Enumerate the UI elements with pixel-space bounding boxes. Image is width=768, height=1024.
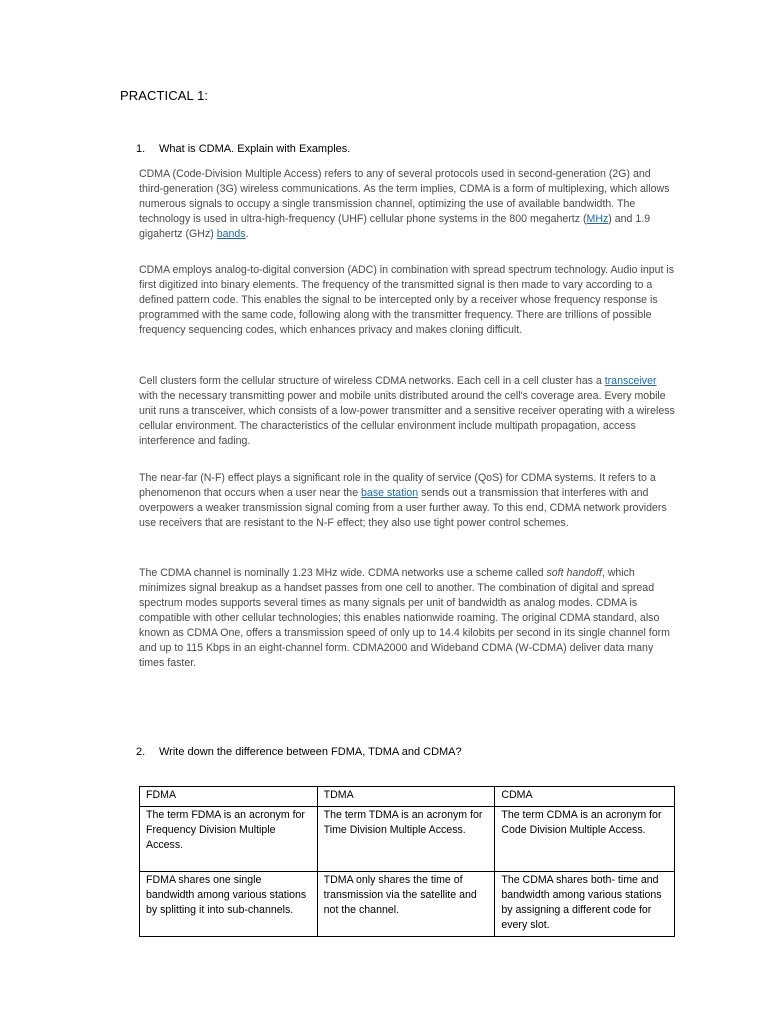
paragraph-adc: CDMA employs analog-to-digital conversion (ADC) in combination with spread spectrum technology. Audio input is first digitized into binary elements. The frequency of the transmitted signal is then made to vary according to a defined pattern code. This enables the signal to be intercepted only by a receiver whose frequency response is programmed with the same code, following along with the transmitter frequency. There are trillions of possible frequency sequencing codes, which enhances privacy and makes cloning difficult.: [139, 264, 675, 336]
link-transceiver[interactable]: transceiver: [604, 375, 657, 387]
table-cell: The term FDMA is an acronym for Frequency Division Multiple Access.: [140, 807, 318, 872]
link-bands[interactable]: bands: [216, 228, 246, 240]
table-cell: TDMA only shares the time of transmission via the satellite and not the channel.: [317, 872, 495, 937]
link-base-station[interactable]: base station: [361, 487, 419, 499]
question-2: [136, 746, 462, 758]
paragraph-text: Cell clusters form the cellular structure of wireless CDMA networks. Each cell in a cell cluster has a: [139, 375, 605, 387]
paragraph-text: sends out a transmission that interferes with and overpowers a weaker transmission signal coming from a user further away. To this end, CDMA network providers use receivers that are resistant to the N-F effect; they also use tight power control schemes.: [139, 487, 667, 529]
paragraph-text: , which minimizes signal breakup as a handset passes from one cell to another. The combination of digital and spread spectrum modes supports several times as many signals per unit of bandwidth as analog modes. CDMA is compatible with other cellular technologies; this enables nationwide roaming. The original CDMA standard, also known as CDMA One, offers a transmission speed of only up to 14.4 kilobits per second in its single channel form and up to 115 Kbps in an eight-channel form. CDMA2000 and Wideband CDMA (W-CDMA) deliver data many times faster.: [139, 567, 670, 669]
paragraph-text: .: [245, 228, 249, 240]
link-mhz[interactable]: MHz: [586, 213, 609, 225]
table-header-row: [140, 787, 675, 807]
paragraph-text: The CDMA channel is nominally 1.23 MHz wide. CDMA networks use a scheme called: [139, 567, 547, 579]
question-1: [136, 143, 350, 155]
comparison-table: [139, 786, 675, 937]
paragraph-cdma-channel: [139, 566, 675, 671]
paragraph-text: with the necessary transmitting power and mobile units distributed around the cell's coverage area. Every mobile unit runs a transceiver, which consists of a low-power transmitter and a sensitive receiver operating with a wireless cellular environment. The characteristics of the cellular environment include multipath propagation, access interference and fading.: [139, 390, 675, 447]
question-1-text: What is CDMA. Explain with Examples.: [159, 143, 351, 155]
paragraph-text: CDMA (Code-Division Multiple Access) refers to any of several protocols used in second-generation (2G) and third-generation (3G) wireless communications. As the term implies, CDMA is a form of multiplexing, which allows numerous signals to occupy a single transmission channel, optimizing the use of available bandwidth. The technology is used in ultra-high-frequency (UHF) cellular phone systems in the 800 megahertz (: [139, 168, 670, 225]
table-cell: The term CDMA is an acronym for Code Division Multiple Access.: [495, 807, 675, 872]
table-cell: FDMA shares one single bandwidth among various stations by splitting it into sub-channels.: [140, 872, 318, 937]
paragraph-near-far: [139, 471, 675, 531]
paragraph-cdma-definition: [139, 167, 675, 242]
table-cell: The term TDMA is an acronym for Time Division Multiple Access.: [317, 807, 495, 872]
paragraph-cell-clusters: [139, 374, 675, 449]
question-2-number: 2.: [136, 746, 146, 758]
question-2-text: Write down the difference between FDMA, TDMA and CDMA?: [159, 746, 462, 758]
table-header-cdma: CDMA: [495, 787, 675, 807]
table-cell: The CDMA shares both- time and bandwidth among various stations by assigning a different code for every slot.: [495, 872, 675, 937]
question-1-number: 1.: [136, 143, 146, 155]
paragraph-text: ) and 1.9 gigahertz (GHz): [139, 213, 651, 240]
table-row: [140, 872, 675, 937]
emphasis-soft-handoff: soft handoff: [546, 567, 602, 579]
paragraph-text: The near-far (N-F) effect plays a significant role in the quality of service (QoS) for CDMA systems. It refers to a phenomenon that occurs when a user near the: [139, 472, 656, 499]
page-title: PRACTICAL 1:: [120, 88, 209, 103]
table-row: [140, 807, 675, 872]
table-header-tdma: TDMA: [317, 787, 495, 807]
table-header-fdma: FDMA: [140, 787, 318, 807]
